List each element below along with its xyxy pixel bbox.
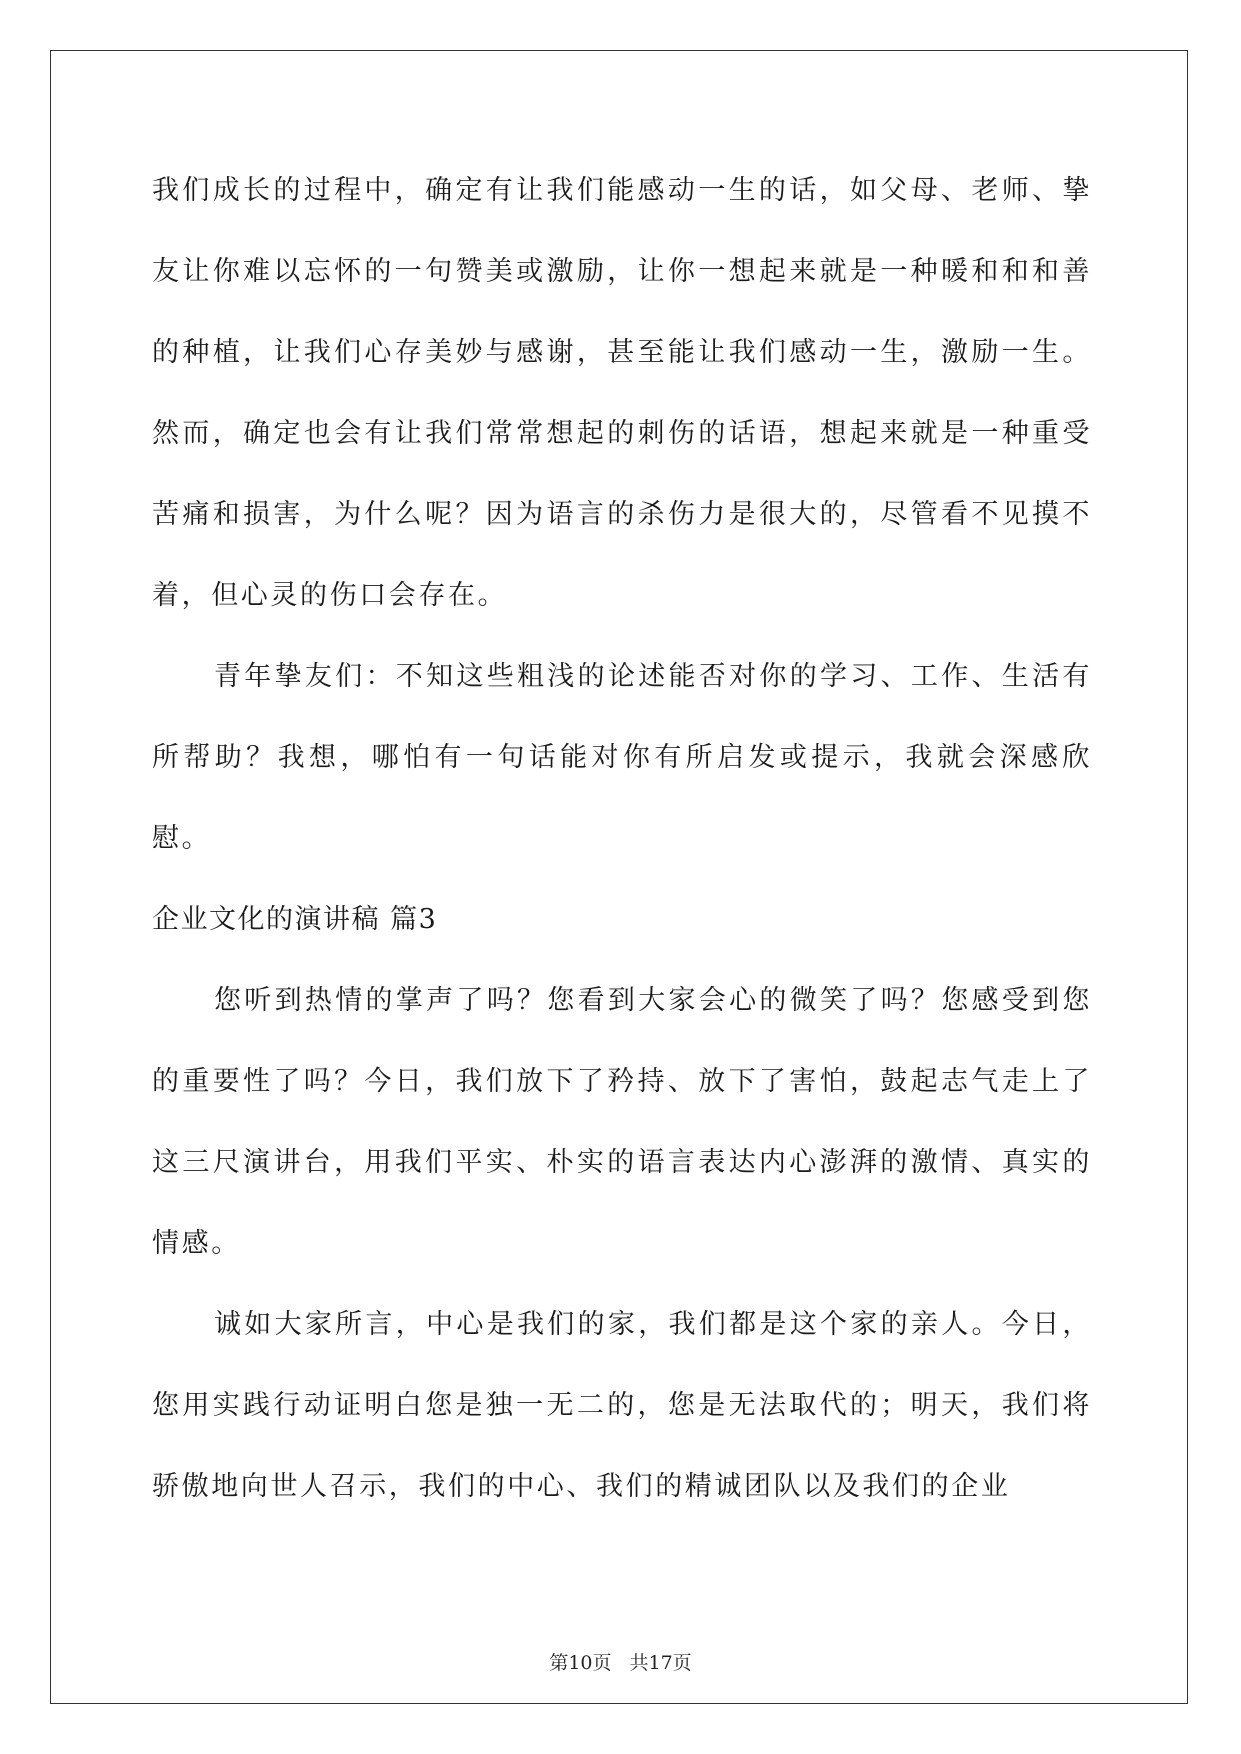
paragraph-1: 我们成长的过程中，确定有让我们能感动一生的话，如父母、老师、挚友让你难以忘怀的一句赞美或激励，让你一想起来就是一种暖和和和善的种植，让我们心存美妙与感谢，甚至能让我们感动一生，激励一生。然而，确定也会有让我们常常想起的刺伤的话语，想起来就是一种重受苦痛和损害，为什么呢？因为语言的杀伤力是很大的，尽管看不见摸不着，但心灵的伤口会存在。 bbox=[152, 175, 1092, 611]
page-number-current: 第10页 bbox=[549, 1652, 612, 1674]
section-heading: 企业文化的演讲稿 篇3 bbox=[152, 904, 438, 935]
document-body bbox=[152, 150, 1092, 1527]
page-number-total: 共17页 bbox=[629, 1652, 692, 1674]
paragraph-3: 您听到热情的掌声了吗？您看到大家会心的微笑了吗？您感受到您的重要性了吗？今日，我们放下了矜持、放下了害怕，鼓起志气走上了这三尺演讲台，用我们平实、朴实的语言表达内心澎湃的激情、真实的情感。 bbox=[152, 985, 1092, 1259]
paragraph-2: 青年挚友们：不知这些粗浅的论述能否对你的学习、工作、生活有所帮助？我想，哪怕有一句话能对你有所启发或提示，我就会深感欣慰。 bbox=[152, 661, 1092, 854]
paragraph-4: 诚如大家所言，中心是我们的家，我们都是这个家的亲人。今日，您用实践行动证明白您是独一无二的，您是无法取代的；明天，我们将骄傲地向世人召示，我们的中心、我们的精诚团队以及我们的企业 bbox=[152, 1309, 1092, 1502]
page-footer bbox=[0, 1648, 1241, 1675]
